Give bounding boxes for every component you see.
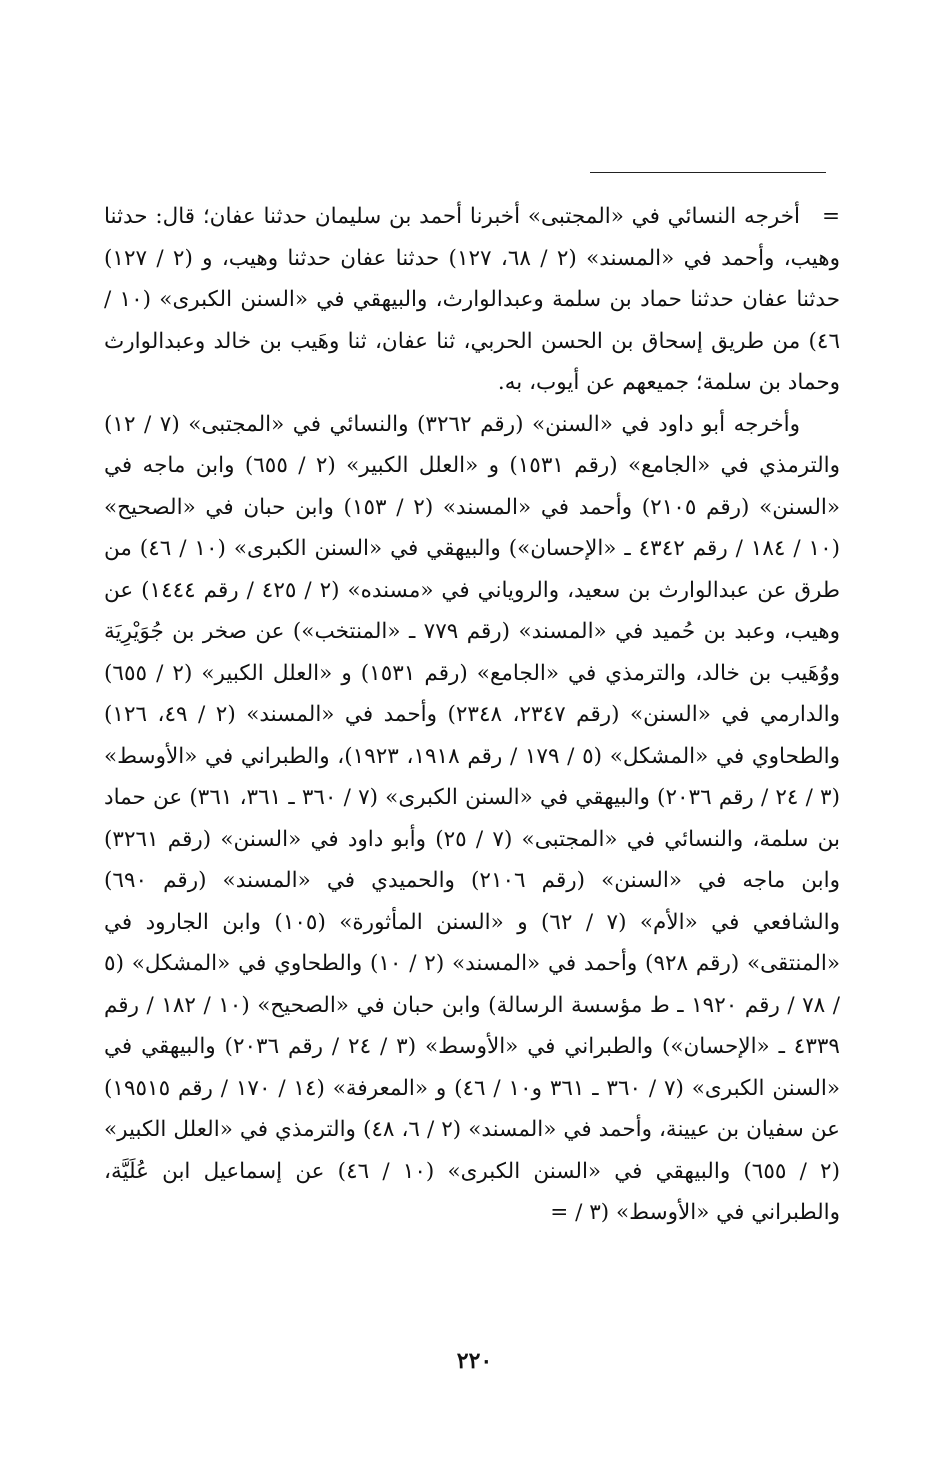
footnote-paragraph-2	[104, 404, 840, 1234]
footnote-text-block	[104, 196, 840, 1234]
continuation-mark: =	[821, 204, 840, 229]
paragraph-1-text: أخرجه النسائي في «المجتبى» أخبرنا أحمد بن سليمان حدثنا عفان؛ قال: حدثنا وهيب، وأحمد في «المسند» (٢ / ٦٨، ١٢٧) حدثنا عفان حدثنا وهيب، و (٢ / ١٢٧) حدثنا عفان حدثنا حماد بن سلمة وعبدالوارث، والبيهقي في «السنن الكبرى» (١٠ / ٤٦) من طريق إسحاق بن الحسن الحربي، ثنا عفان، ثنا وهَيب بن خالد وعبدالوارث وحماد بن سلمة؛ جميعهم عن أيوب، به.	[104, 204, 840, 395]
footnote-separator-rule	[590, 172, 826, 173]
footnote-paragraph-1	[104, 196, 840, 404]
page-number: ٢٢٠	[456, 1348, 493, 1374]
paragraph-2-text: وأخرجه أبو داود في «السنن» (رقم ٣٢٦٢) والنسائي في «المجتبى» (٧ / ١٢) والترمذي في «الجامع» (رقم ١٥٣١) و «العلل الكبير» (٢ / ٦٥٥) وابن ماجه في «السنن» (رقم ٢١٠٥) وأحمد في «المسند» (٢ / ١٥٣) وابن حبان في «الصحيح» (١٠ / ١٨٤ / رقم ٤٣٤٢ ـ «الإحسان») والبيهقي في «السنن الكبرى» (١٠ / ٤٦) من طرق عن عبدالوارث بن سعيد، والروياني في «مسنده» (٢ / ٤٢٥ / رقم ١٤٤٤) عن وهيب، وعبد بن حُميد في «المسند» (رقم ٧٧٩ ـ «المنتخب») عن صخر بن جُوَيْرِيَة ووُهَيب بن خالد، والترمذي في «الجامع» (رقم ١٥٣١) و «العلل الكبير» (٢ / ٦٥٥) والدارمي في «السنن» (رقم ٢٣٤٧، ٢٣٤٨) وأحمد في «المسند» (٢ / ٤٩، ١٢٦) والطحاوي في «المشكل» (٥ / ١٧٩ / رقم ١٩١٨، ١٩٢٣)، والطبراني في «الأوسط» (٣ / ٢٤ / رقم ٢٠٣٦) والبيهقي في «السنن الكبرى» (٧ / ٣٦٠ ـ ٣٦١، ٣٦١) عن حماد بن سلمة، والنسائي في «المجتبى» (٧ / ٢٥) وأبو داود في «السنن» (رقم ٣٢٦١) وابن ماجه في «السنن» (رقم ٢١٠٦) والحميدي في «المسند» (رقم ٦٩٠) والشافعي في «الأم» (٧ / ٦٢) و «السنن المأثورة» (١٠٥) وابن الجارود في «المنتقى» (رقم ٩٢٨) وأحمد في «المسند» (٢ / ١٠) والطحاوي في «المشكل» (٥ / ٧٨ / رقم ١٩٢٠ ـ ط مؤسسة الرسالة) وابن حبان في «الصحيح» (١٠ / ١٨٢ / رقم ٤٣٣٩ ـ «الإحسان») والطبراني في «الأوسط» (٣ / ٢٤ / رقم ٢٠٣٦) والبيهقي في «السنن الكبرى» (٧ / ٣٦٠ ـ ٣٦١ و١٠ / ٤٦) و «المعرفة» (١٤ / ١٧٠ / رقم ١٩٥١٥) عن سفيان بن عيينة، وأحمد في «المسند» (٢ / ٦، ٤٨) والترمذي في «العلل الكبير» (٢ / ٦٥٥) والبيهقي في «السنن الكبرى» (١٠ / ٤٦) عن إسماعيل ابن عُلَيَّة، والطبراني في «الأوسط» (٣ / =	[104, 411, 841, 1225]
